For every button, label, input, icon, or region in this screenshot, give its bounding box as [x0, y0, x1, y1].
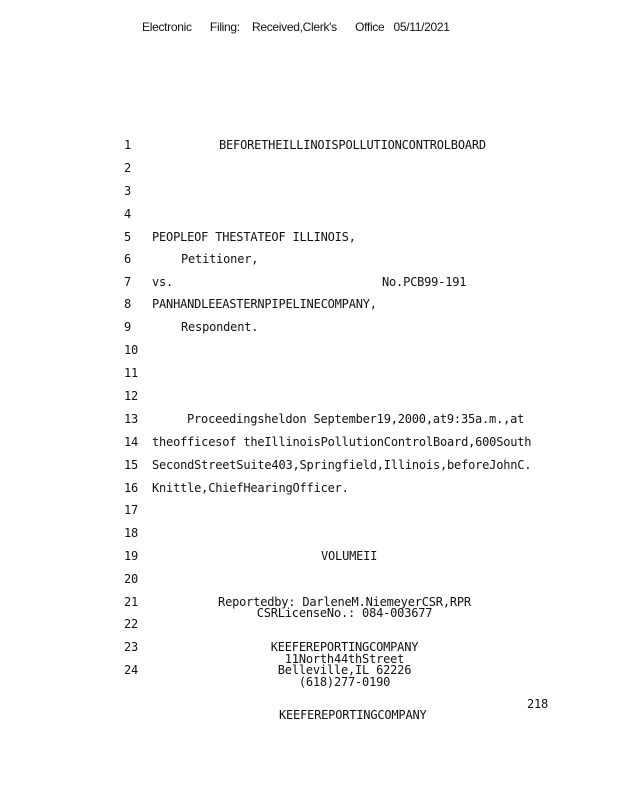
reporter-license: CSRLicenseNo.: 084-003677: [256, 606, 433, 620]
line-number: 16: [124, 481, 139, 495]
reporting-company-phone: (618)277-0190: [298, 675, 391, 689]
header-date: 05/11/2021: [393, 20, 450, 34]
proceedings-text-line: theofficesof theIllinoisPollutionControlBoard,600South: [152, 435, 532, 449]
header-word-office: Office: [355, 20, 385, 34]
line-number: 6: [124, 252, 132, 266]
line-number: 18: [124, 526, 139, 540]
volume-label: VOLUMEII: [321, 549, 378, 563]
proceedings-text-line: Proceedingsheldon September19,2000,at9:35a.m.,at: [187, 412, 525, 426]
proceedings-text-line: SecondStreetSuite403,Springfield,Illinois,beforeJohnC.: [152, 458, 532, 472]
line-number: 5: [124, 230, 132, 244]
page-footer: KEEFEREPORTINGCOMPANY: [279, 708, 427, 722]
party-role-petitioner: Petitioner,: [181, 252, 259, 266]
header-word-filing: Filing:: [209, 20, 240, 34]
line-number: 1: [124, 138, 132, 152]
line-number: 15: [124, 458, 139, 472]
proceedings-text-line: Knittle,ChiefHearingOfficer.: [152, 481, 349, 495]
line-number: 20: [124, 572, 139, 586]
line-number: 11: [124, 366, 139, 380]
case-caption-plaintiff: PEOPLEOF THESTATEOF ILLINOIS,: [152, 230, 356, 244]
line-number: 8: [124, 297, 132, 311]
header-word-received: Received,Clerk's: [251, 20, 337, 34]
case-caption-defendant: PANHANDLEEASTERNPIPELINECOMPANY,: [152, 297, 377, 311]
line-number: 22: [124, 617, 139, 631]
line-number: 14: [124, 435, 139, 449]
line-number: 3: [124, 184, 132, 198]
reporting-company-street: 11North44thStreet: [284, 652, 405, 666]
reporting-company-city: Belleville,IL 62226: [277, 663, 412, 677]
page-number: 218: [527, 697, 549, 711]
line-number: 4: [124, 207, 132, 221]
transcript-title: BEFORETHEILLINOISPOLLUTIONCONTROLBOARD: [219, 138, 486, 152]
line-number: 2: [124, 161, 132, 175]
line-number: 10: [124, 343, 139, 357]
case-number: No.PCB99-191: [382, 275, 467, 289]
versus-label: vs.: [152, 275, 174, 289]
line-number: 7: [124, 275, 132, 289]
line-number: 21: [124, 595, 139, 609]
line-number: 23: [124, 640, 139, 654]
reporting-company-name: KEEFEREPORTINGCOMPANY: [270, 640, 419, 654]
line-number: 9: [124, 320, 132, 334]
party-role-respondent: Respondent.: [181, 320, 259, 334]
line-number: 19: [124, 549, 139, 563]
line-number: 12: [124, 389, 139, 403]
filing-stamp-header: [142, 20, 450, 34]
reporter-credit: Reportedby: DarleneM.NiemeyerCSR,RPR: [218, 595, 471, 609]
header-word-electronic: Electronic: [142, 20, 192, 34]
line-number: 17: [124, 503, 139, 517]
line-number: 24: [124, 663, 139, 677]
line-number: 13: [124, 412, 139, 426]
